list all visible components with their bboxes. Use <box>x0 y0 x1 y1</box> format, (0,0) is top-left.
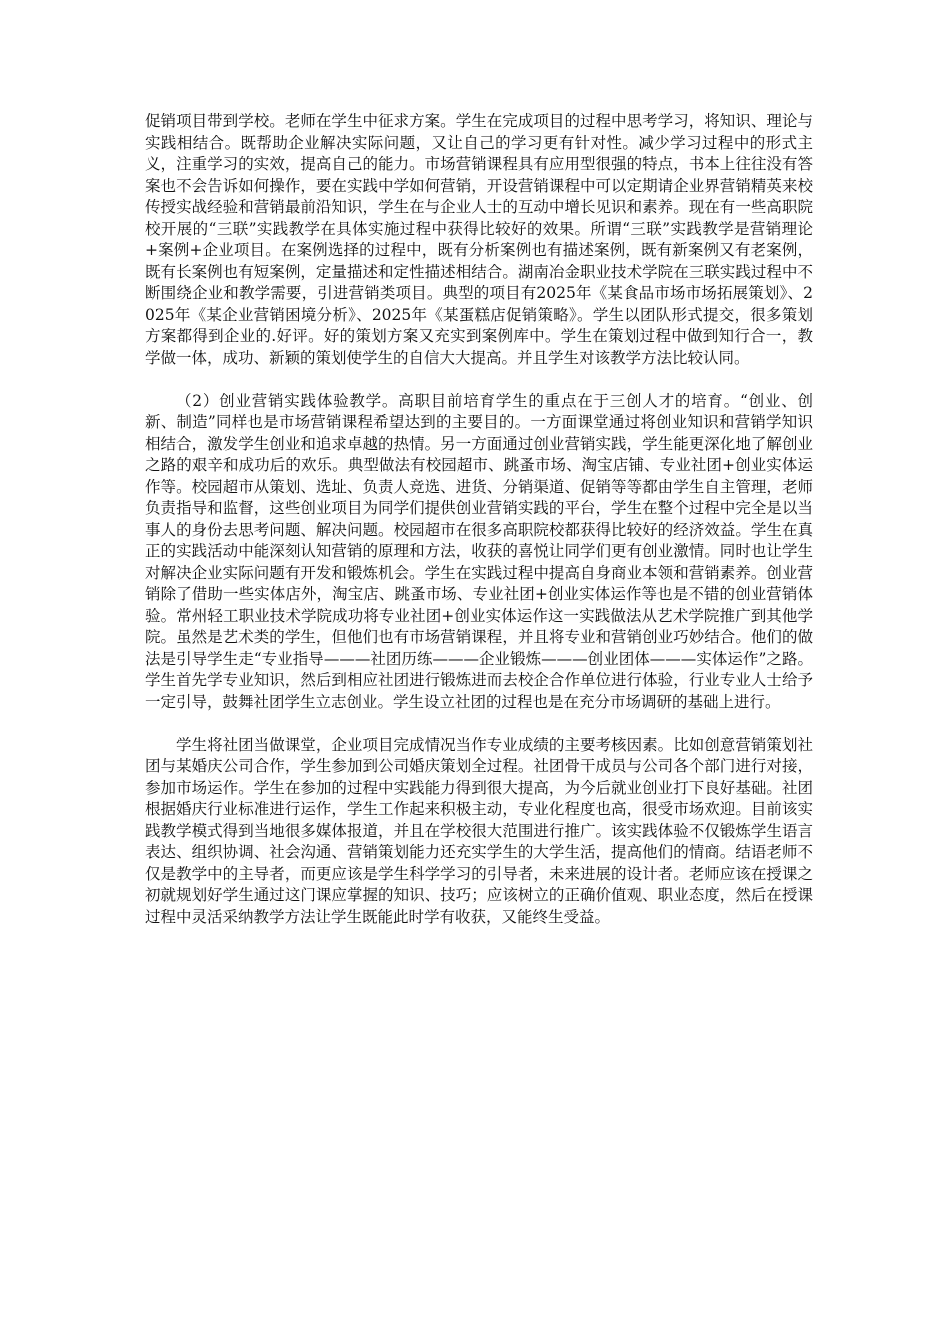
document-body <box>145 111 813 928</box>
paragraph-1: 促销项目带到学校。老师在学生中征求方案。学生在完成项目的过程中思考学习，将知识、理论与实践相结合。既帮助企业解决实际问题，又让自己的学习更有针对性。减少学习过程中的形式主义，注重学习的实效，提高自己的能力。市场营销课程具有应用型很强的特点，书本上往往没有答案也不会告诉如何操作，要在实践中学如何营销，开设营销课程中可以定期请企业界营销精英来校传授实战经验和营销最前沿知识，学生在与企业人士的互动中增长见识和素养。现在有一些高职院校开展的“三联”实践教学在具体实施过程中获得比较好的效果。所谓“三联”实践教学是营销理论+案例+企业项目。在案例选择的过程中，既有分析案例也有描述案例，既有新案例又有老案例，既有长案例也有短案例，定量描述和定性描述相结合。湖南冶金职业技术学院在三联实践过程中不断围绕企业和教学需要，引进营销类项目。典型的项目有2025年《某食品市场市场拓展策划》、2025年《某企业营销困境分析》、2025年《某蛋糕店促销策略》。学生以团队形式提交，很多策划方案都得到企业的.好评。好的策划方案又充实到案例库中。学生在策划过程中做到知行合一，教学做一体，成功、新颖的策划使学生的自信大大提高。并且学生对该教学方法比较认同。 <box>145 112 813 367</box>
paragraph-3: 学生将社团当做课堂，企业项目完成情况当作专业成绩的主要考核因素。比如创意营销策划社团与某婚庆公司合作，学生参加到公司婚庆策划全过程。社团骨干成员与公司各个部门进行对接，参加市场运作。学生在参加的过程中实践能力得到很大提高，为今后就业创业打下良好基础。社团根据婚庆行业标准进行运作，学生工作起来积极主动，专业化程度也高，很受市场欢迎。目前该实践教学模式得到当地很多媒体报道，并且在学校很大范围进行推广。该实践体验不仅锻炼学生语言表达、组织协调、社会沟通、营销策划能力还充实学生的大学生活，提高他们的情商。结语老师不仅是教学中的主导者，而更应该是学生科学学习的引导者，未来进展的设计者。老师应该在授课之初就规划好学生通过这门课应掌握的知识、技巧；应该树立的正确价值观、职业态度，然后在授课过程中灵活采纳教学方法让学生既能此时学有收获，又能终生受益。 <box>145 735 813 926</box>
paragraph-2: （2）创业营销实践体验教学。高职目前培育学生的重点在于三创人才的培育。“创业、创新、制造”同样也是市场营销课程希望达到的主要目的。一方面课堂通过将创业知识和营销学知识相结合，激发学生创业和追求卓越的热情。另一方面通过创业营销实践，学生能更深化地了解创业之路的艰辛和成功后的欢乐。典型做法有校园超市、跳蚤市场、淘宝店铺、专业社团+创业实体运作等。校园超市从策划、选址、负责人竞选、进货、分销渠道、促销等等都由学生自主管理，老师负责指导和监督，这些创业项目为同学们提供创业营销实践的平台，学生在整个过程中完全是以当事人的身份去思考问题、解决问题。校园超市在很多高职院校都获得比较好的经济效益。学生在真正的实践活动中能深刻认知营销的原理和方法，收获的喜悦让同学们更有创业激情。同时也让学生对解决企业实际问题有开发和锻炼机会。学生在实践过程中提高自身商业本领和营销素养。创业营销除了借助一些实体店外，淘宝店、跳蚤市场、专业社团+创业实体运作等也是不错的创业营销体验。常州轻工职业技术学院成功将专业社团+创业实体运作这一实践做法从艺术学院推广到其他学院。虽然是艺术类的学生，但他们也有市场营销课程，并且将专业和营销创业巧妙结合。他们的做法是引导学生走“专业指导———社团历练———企业锻炼———创业团体———实体运作”之路。学生首先学专业知识，然后到相应社团进行锻炼进而去校企合作单位进行体验，行业专业人士给予一定引导，鼓舞社团学生立志创业。学生设立社团的过程也是在充分市场调研的基础上进行。 <box>145 391 813 711</box>
